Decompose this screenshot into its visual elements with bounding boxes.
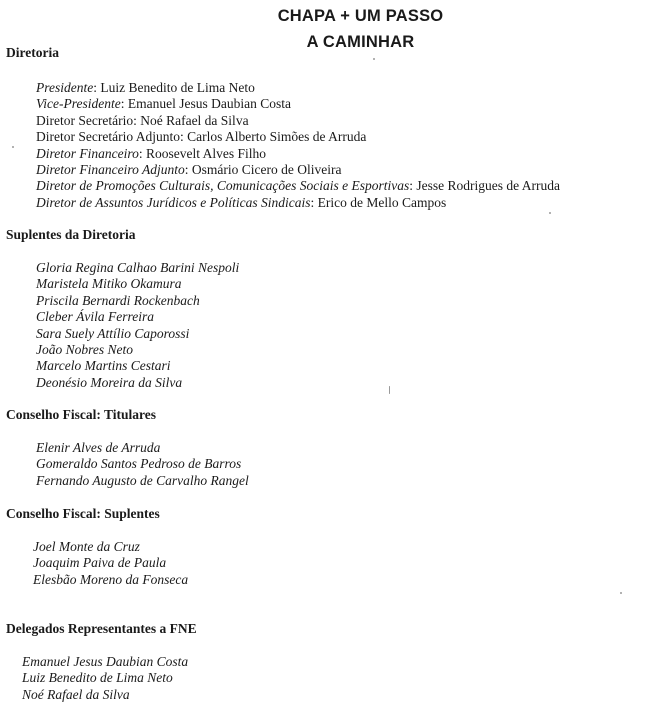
member-role: Diretor de Assuntos Jurídicos e Políticas Sindicais: [36, 194, 311, 210]
suplentes-diretoria-list: [36, 260, 239, 391]
list-item: Gloria Regina Calhao Barini Nespoli: [36, 260, 240, 275]
heading-delegados: Delegados Representantes a FNE: [6, 621, 197, 636]
list-item: Joel Monte da Cruz: [33, 539, 140, 554]
list-item: Sara Suely Attílio Caporossi: [36, 325, 190, 341]
scan-speck: [620, 592, 622, 594]
member-role: Diretor Financeiro: [36, 145, 139, 161]
member-name: Noé Rafael da Silva: [140, 112, 249, 128]
list-item: Priscila Bernardi Rockenbach: [36, 292, 200, 308]
scan-speck: [389, 386, 390, 394]
member-name: Luiz Benedito de Lima Neto: [100, 80, 255, 95]
member-role: Diretor Secretário Adjunto: [36, 129, 180, 145]
delegados-list: [22, 654, 188, 703]
diretoria-member: Vice-Presidente: Emanuel Jesus Daubian Costa: [36, 96, 291, 112]
list-item: Cleber Ávila Ferreira: [36, 309, 154, 325]
scan-speck: [12, 146, 14, 148]
scan-speck: [373, 58, 375, 60]
heading-conselho-titulares: Conselho Fiscal: Titulares: [6, 407, 157, 422]
member-name: Roosevelt Alves Filho: [146, 145, 267, 161]
list-item: Deonésio Moreira da Silva: [36, 374, 183, 390]
diretoria-member: Diretor Financeiro Adjunto: Osmário Cicero de Oliveira: [36, 162, 342, 178]
member-name: Jesse Rodrigues de Arruda: [416, 178, 560, 194]
diretoria-list: [36, 80, 560, 211]
member-name: Emanuel Jesus Daubian Costa: [127, 96, 291, 112]
list-item: Fernando Augusto de Carvalho Rangel: [36, 472, 249, 488]
list-item: Maristela Mitiko Okamura: [36, 276, 182, 292]
diretoria-member: Diretor Secretário: Noé Rafael da Silva: [36, 112, 249, 128]
scan-speck: [549, 212, 551, 214]
member-role: Diretor de Promoções Culturais, Comunicações Sociais e Esportivas: [36, 178, 410, 194]
conselho-suplentes-list: [33, 539, 188, 588]
heading-diretoria: Diretoria: [6, 45, 59, 60]
diretoria-member: Diretor de Assuntos Jurídicos e Políticas Sindicais: Erico de Mello Campos: [36, 194, 447, 210]
member-role: Diretor Secretário: [36, 112, 134, 128]
member-role: Vice-Presidente: [36, 96, 121, 112]
diretoria-member: Diretor Financeiro: Roosevelt Alves Filho: [36, 145, 267, 161]
heading-conselho-suplentes: Conselho Fiscal: Suplentes: [6, 506, 160, 521]
member-name: Carlos Alberto Simões de Arruda: [187, 129, 367, 145]
document-title-line-2: A CAMINHAR: [306, 33, 415, 51]
list-item: Elesbão Moreno da Fonseca: [33, 571, 189, 587]
diretoria-member: Diretor Secretário Adjunto: Carlos Alberto Simões de Arruda: [36, 129, 367, 145]
list-item: Noé Rafael da Silva: [22, 686, 130, 702]
list-item: Luiz Benedito de Lima Neto: [22, 670, 173, 686]
list-item: Gomeraldo Santos Pedroso de Barros: [36, 456, 242, 472]
diretoria-member: Presidente: Luiz Benedito de Lima Neto: [36, 80, 255, 95]
list-item: João Nobres Neto: [36, 342, 133, 358]
diretoria-member: Diretor de Promoções Culturais, Comunicações Sociais e Esportivas: Jesse Rodrigues de Arruda: [36, 178, 560, 194]
list-item: Elenir Alves de Arruda: [36, 440, 161, 455]
list-item: Joaquim Paiva de Paula: [33, 555, 167, 571]
document-title-line-1: CHAPA + UM PASSO: [277, 7, 444, 25]
member-role: Diretor Financeiro Adjunto: [36, 162, 185, 178]
member-name: Erico de Mello Campos: [317, 194, 447, 210]
list-item: Emanuel Jesus Daubian Costa: [22, 654, 189, 669]
list-item: Marcelo Martins Cestari: [36, 358, 171, 374]
member-role: Presidente: [36, 80, 94, 95]
conselho-titulares-list: [36, 440, 249, 489]
member-name: Osmário Cicero de Oliveira: [191, 162, 342, 178]
heading-suplentes-diretoria: Suplentes da Diretoria: [6, 227, 136, 242]
